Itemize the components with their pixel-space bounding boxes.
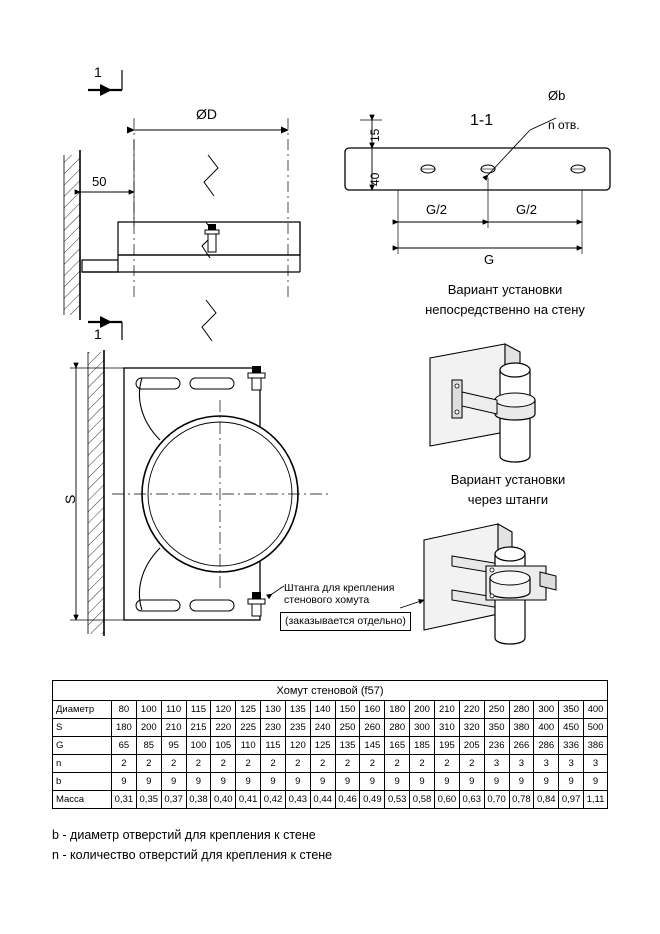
table-cell: 9	[509, 773, 534, 791]
table-cell: 2	[385, 755, 410, 773]
table-cell: 0,53	[385, 791, 410, 809]
table-cell: 9	[186, 773, 211, 791]
table-cell: 195	[434, 737, 459, 755]
spec-table-title: Хомут стеновой (f57)	[53, 681, 608, 701]
table-cell: 145	[360, 737, 385, 755]
table-cell: 300	[534, 701, 559, 719]
rod-callout-line2: стенового хомута	[284, 594, 370, 606]
table-cell: 0,63	[459, 791, 484, 809]
spec-table	[52, 680, 608, 809]
table-cell: 400	[584, 701, 608, 719]
table-cell: 0,41	[236, 791, 261, 809]
table-cell: 350	[559, 701, 584, 719]
table-cell: 0,43	[285, 791, 310, 809]
table-cell: 300	[410, 719, 435, 737]
table-cell: 9	[484, 773, 509, 791]
table-cell: 160	[360, 701, 385, 719]
table-cell: 0,49	[360, 791, 385, 809]
table-cell: 2	[136, 755, 161, 773]
table-cell: 180	[385, 701, 410, 719]
table-cell: 9	[112, 773, 137, 791]
table-cell: 9	[236, 773, 261, 791]
table-cell: 380	[509, 719, 534, 737]
table-cell: 85	[136, 737, 161, 755]
hole-diameter-label: Øb	[548, 88, 566, 103]
table-cell: 0,60	[434, 791, 459, 809]
table-cell: 9	[434, 773, 459, 791]
table-cell: 0,38	[186, 791, 211, 809]
table-cell: 0,35	[136, 791, 161, 809]
table-cell: 2	[459, 755, 484, 773]
table-cell: 9	[161, 773, 186, 791]
table-cell: 2	[310, 755, 335, 773]
table-cell: 0,58	[410, 791, 435, 809]
rod-callout-line1: Штанга для крепления	[284, 582, 395, 594]
table-cell: 210	[161, 719, 186, 737]
table-cell: 2	[236, 755, 261, 773]
table-cell: 3	[534, 755, 559, 773]
table-cell: 3	[509, 755, 534, 773]
table-cell: 0,40	[211, 791, 236, 809]
table-cell: 2	[285, 755, 310, 773]
table-cell: 215	[186, 719, 211, 737]
table-cell: 205	[459, 737, 484, 755]
table-row	[53, 737, 608, 755]
table-row	[53, 755, 608, 773]
table-cell: 9	[385, 773, 410, 791]
table-cell: 65	[112, 737, 137, 755]
hole-count-label: n отв.	[548, 118, 580, 132]
table-cell: 310	[434, 719, 459, 737]
table-row	[53, 681, 608, 701]
rod-mount-caption-line2: через штанги	[467, 492, 549, 507]
table-cell: 336	[559, 737, 584, 755]
table-cell: 350	[484, 719, 509, 737]
table-cell: 180	[112, 719, 137, 737]
table-cell: 286	[534, 737, 559, 755]
table-cell: 200	[136, 719, 161, 737]
table-cell: 3	[484, 755, 509, 773]
table-cell: 0,84	[534, 791, 559, 809]
table-cell: 0,78	[509, 791, 534, 809]
table-cell: 220	[211, 719, 236, 737]
table-cell: 9	[211, 773, 236, 791]
table-cell: 260	[360, 719, 385, 737]
offset-50-label: 50	[92, 174, 107, 189]
table-cell: 165	[385, 737, 410, 755]
table-cell: 280	[385, 719, 410, 737]
table-row-header: n	[53, 755, 112, 773]
table-cell: 210	[434, 701, 459, 719]
table-cell: 0,70	[484, 791, 509, 809]
half-span-right-label: G/2	[516, 202, 537, 217]
table-row-header: S	[53, 719, 112, 737]
table-cell: 240	[310, 719, 335, 737]
table-cell: 125	[310, 737, 335, 755]
table-cell: 266	[509, 737, 534, 755]
rod-mount-caption-line1: Вариант установки	[450, 472, 566, 487]
table-cell: 95	[161, 737, 186, 755]
table-cell: 110	[236, 737, 261, 755]
table-row-header: G	[53, 737, 112, 755]
section-mark-top-label: 1	[94, 64, 102, 80]
table-cell: 110	[161, 701, 186, 719]
table-cell: 0,37	[161, 791, 186, 809]
table-cell: 3	[559, 755, 584, 773]
table-cell: 120	[285, 737, 310, 755]
table-cell: 100	[186, 737, 211, 755]
table-cell: 280	[509, 701, 534, 719]
table-cell: 120	[211, 701, 236, 719]
table-cell: 80	[112, 701, 137, 719]
table-cell: 2	[410, 755, 435, 773]
table-cell: 0,44	[310, 791, 335, 809]
table-cell: 250	[484, 701, 509, 719]
table-cell: 9	[459, 773, 484, 791]
table-cell: 9	[285, 773, 310, 791]
table-row-header: b	[53, 773, 112, 791]
table-cell: 2	[261, 755, 286, 773]
table-cell: 2	[360, 755, 385, 773]
full-span-label: G	[484, 252, 495, 267]
table-cell: 3	[584, 755, 608, 773]
table-row	[53, 773, 608, 791]
table-cell: 9	[584, 773, 608, 791]
table-cell: 230	[261, 719, 286, 737]
table-cell: 220	[459, 701, 484, 719]
table-cell: 0,42	[261, 791, 286, 809]
table-cell: 2	[161, 755, 186, 773]
section-mark-bottom-label: 1	[94, 326, 102, 342]
table-row	[53, 791, 608, 809]
table-cell: 0,31	[112, 791, 137, 809]
footnote-n: n - количество отверстий для крепления к стене	[52, 848, 333, 862]
table-cell: 135	[285, 701, 310, 719]
table-row	[53, 701, 608, 719]
table-cell: 9	[559, 773, 584, 791]
height-s-label: S	[62, 494, 78, 504]
wall-mount-caption-line2: непосредственно на стену	[425, 302, 585, 317]
footnote-b: b - диаметр отверстий для крепления к стене	[52, 828, 316, 842]
table-cell: 2	[211, 755, 236, 773]
table-cell: 1,11	[584, 791, 608, 809]
table-cell: 386	[584, 737, 608, 755]
table-cell: 250	[335, 719, 360, 737]
table-cell: 320	[459, 719, 484, 737]
table-cell: 450	[559, 719, 584, 737]
table-cell: 0,97	[559, 791, 584, 809]
table-cell: 125	[236, 701, 261, 719]
table-cell: 400	[534, 719, 559, 737]
table-cell: 200	[410, 701, 435, 719]
rod-callout-note: (заказывается отдельно)	[280, 612, 411, 631]
wall-mount-caption-line1: Вариант установки	[447, 282, 563, 297]
table-cell: 9	[335, 773, 360, 791]
table-cell: 235	[285, 719, 310, 737]
table-cell: 9	[360, 773, 385, 791]
table-cell: 115	[261, 737, 286, 755]
height-15-label: 15	[368, 128, 382, 142]
half-span-left-label: G/2	[426, 202, 447, 217]
table-row-header: Масса	[53, 791, 112, 809]
height-40-label: 40	[368, 172, 382, 186]
table-cell: 225	[236, 719, 261, 737]
table-row-header: Диаметр	[53, 701, 112, 719]
isometric-wall-mount	[430, 344, 535, 462]
table-cell: 2	[112, 755, 137, 773]
table-cell: 135	[335, 737, 360, 755]
table-cell: 500	[584, 719, 608, 737]
table-cell: 9	[136, 773, 161, 791]
table-cell: 9	[410, 773, 435, 791]
table-cell: 9	[310, 773, 335, 791]
table-cell: 9	[261, 773, 286, 791]
table-cell: 2	[434, 755, 459, 773]
table-cell: 9	[534, 773, 559, 791]
table-cell: 130	[261, 701, 286, 719]
table-cell: 150	[335, 701, 360, 719]
table-row	[53, 719, 608, 737]
section-title-label: 1-1	[470, 112, 494, 129]
isometric-rod-mount	[424, 524, 556, 644]
table-cell: 115	[186, 701, 211, 719]
table-cell: 100	[136, 701, 161, 719]
table-cell: 2	[186, 755, 211, 773]
diameter-d-label: ØD	[196, 106, 217, 122]
table-cell: 0,46	[335, 791, 360, 809]
table-cell: 236	[484, 737, 509, 755]
table-cell: 140	[310, 701, 335, 719]
table-cell: 185	[410, 737, 435, 755]
table-cell: 2	[335, 755, 360, 773]
table-cell: 105	[211, 737, 236, 755]
